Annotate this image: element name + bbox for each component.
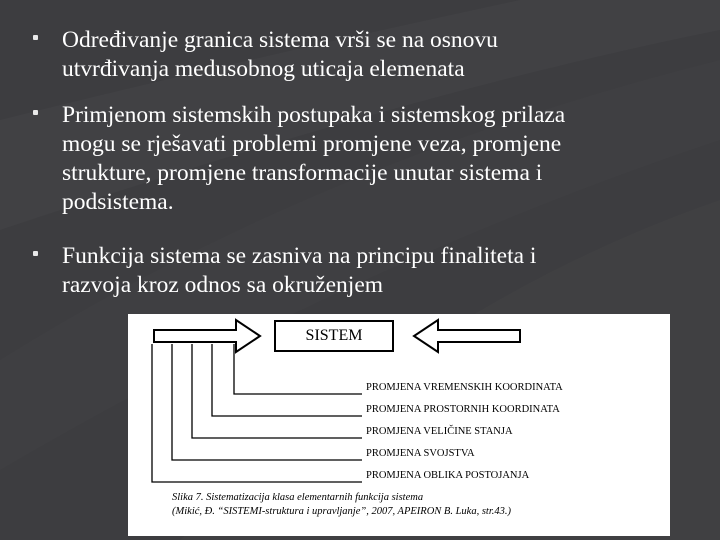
bullet-text-line: Primjenom sistemskih postupaka i sistemskog prilaza (62, 102, 566, 128)
connector-lines (152, 344, 362, 482)
right-arrow-icon (414, 320, 520, 352)
diagram-label: PROMJENA VELIČINE STANJA (366, 426, 513, 437)
bullet-text-line: Određivanje granica sistema vrši se na osnovu (62, 27, 498, 53)
caption-line: (Mikić, Đ. “SISTEMI-struktura i upravljanje”, 2007, APEIRON B. Luka, str.43.) (172, 506, 511, 517)
diagram-label: PROMJENA PROSTORNIH KOORDINATA (366, 404, 560, 415)
system-box (274, 320, 394, 352)
diagram-label: PROMJENA OBLIKA POSTOJANJA (366, 470, 530, 481)
bullet-text-line: razvoja kroz odnos sa okruženjem (62, 272, 384, 298)
diagram-label: PROMJENA VREMENSKIH KOORDINATA (366, 382, 563, 393)
system-label: SISTEM (305, 327, 363, 344)
bullet-text-line: Funkcija sistema se zasniva na principu finaliteta i (62, 243, 537, 269)
left-arrow-icon (154, 320, 260, 352)
bullet-text-line: strukture, promjene transformacije unutar sistema i (62, 160, 543, 186)
diagram-label: PROMJENA SVOJSTVA (366, 448, 475, 459)
bullet-text-line: utvrđivanja medusobnog uticaja elemenata (62, 56, 465, 82)
figure-caption (172, 491, 511, 519)
caption-line: Slika 7. Sistematizacija klasa elementarnih funkcija sistema (172, 492, 424, 503)
bullet-text-line: mogu se rješavati problemi promjene veza, promjene (62, 131, 562, 157)
bullet-text-line: podsistema. (62, 189, 174, 215)
